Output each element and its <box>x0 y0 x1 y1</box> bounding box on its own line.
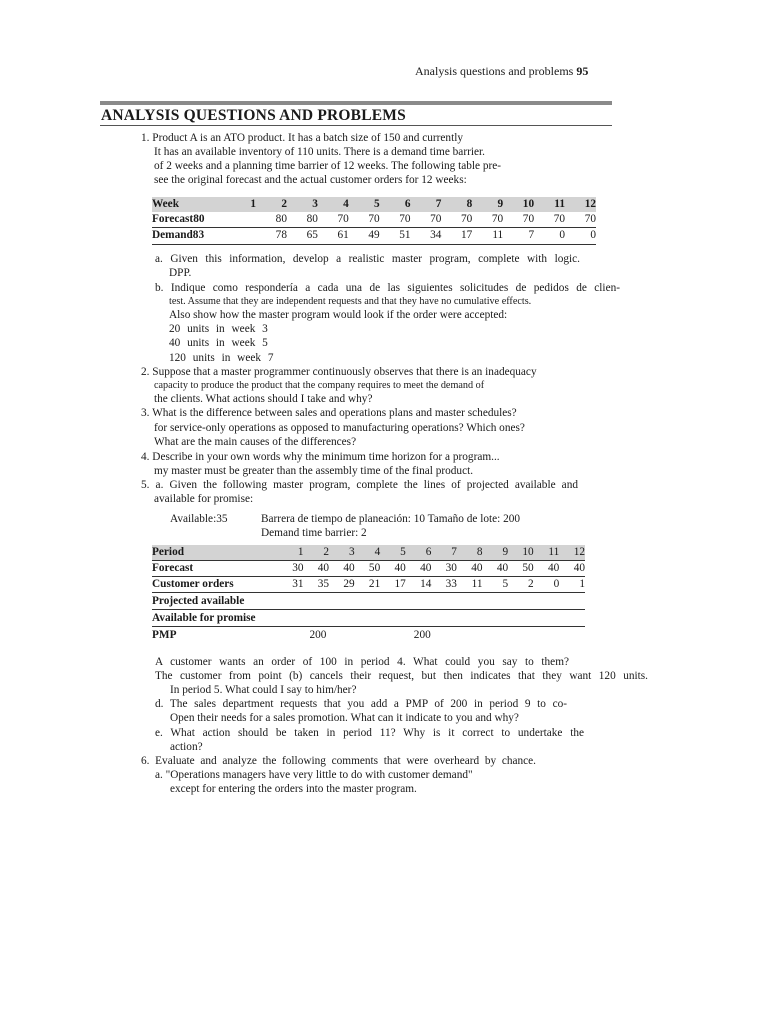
table-cell: 34 <box>430 229 442 241</box>
running-head <box>415 64 588 79</box>
q1-part-b-line-5: 40 units in week 5 <box>169 337 268 349</box>
q1-line-2: It has an available inventory of 110 units. There is a demand time barrier. <box>154 146 485 158</box>
table-cell: 65 <box>306 229 318 241</box>
table-cell <box>288 627 303 644</box>
table-cell <box>303 610 329 627</box>
table-cell <box>508 610 534 627</box>
table-cell <box>329 610 355 627</box>
table-cell: 40 <box>534 561 560 577</box>
table-cell <box>534 627 560 644</box>
table-cell: 50 <box>508 561 534 577</box>
row-label: Forecast80 <box>152 213 205 225</box>
table-cell <box>483 610 509 627</box>
table-cell <box>288 610 303 627</box>
q1-part-b-line-3: Also show how the master program would look if the order were accepted: <box>169 309 508 321</box>
table-row <box>152 561 585 577</box>
table-cell <box>431 593 457 610</box>
week-cell: 8 <box>466 198 473 210</box>
table-cell <box>329 593 355 610</box>
week-cell: 5 <box>373 198 380 210</box>
q1-part-a-line-2: DPP. <box>169 267 192 279</box>
table-cell: 40 <box>457 561 483 577</box>
page-number: 95 <box>576 64 589 78</box>
table-cell <box>380 593 406 610</box>
table-cell <box>355 610 381 627</box>
week-cell: 7 <box>435 198 442 210</box>
table-cell: 33 <box>431 577 457 593</box>
q6-line-3: except for entering the orders into the master program. <box>170 783 417 795</box>
q1-table-bottom-rule <box>152 244 596 245</box>
section-rule-top <box>100 101 612 105</box>
table-cell: 70 <box>491 213 504 225</box>
table-cell: 0 <box>590 229 596 241</box>
row-label: Available for promise <box>152 610 288 627</box>
table-cell: 51 <box>399 229 411 241</box>
table-cell <box>380 610 406 627</box>
table-cell: 17 <box>380 577 406 593</box>
table-row <box>152 593 585 610</box>
table-cell: 30 <box>431 561 457 577</box>
table-cell: 31 <box>288 577 303 593</box>
week-cell: 1 <box>250 198 257 210</box>
period-cell: 11 <box>548 546 560 558</box>
q1-line-3: of 2 weeks and a planning time barrier of 12 weeks. The following table pre- <box>154 160 502 172</box>
row-label: Forecast <box>152 561 288 577</box>
table-cell <box>380 627 406 644</box>
table-cell: 1 <box>559 577 585 593</box>
period-cell: 10 <box>522 546 534 558</box>
table-cell <box>559 593 585 610</box>
table-cell: 70 <box>337 213 349 225</box>
week-cell: 6 <box>404 198 411 210</box>
q5-barrier-line-2: Demand time barrier: 2 <box>261 527 367 539</box>
table-cell: 40 <box>303 561 329 577</box>
running-title: Analysis questions and problems <box>415 64 574 78</box>
q1-part-b-line-4: 20 units in week 3 <box>169 323 268 335</box>
week-cell: 12 <box>584 198 596 210</box>
q1-part-b-line-2: test. Assume that they are independent requests and that they have no cumulative effects. <box>169 296 532 307</box>
period-cell: 2 <box>323 546 330 558</box>
q1-part-a-line-1: a. Given this information, develop a realistic master program, complete with logic. <box>155 253 580 265</box>
q5-line-2: available for promise: <box>154 493 254 505</box>
table-cell: 200 <box>303 627 380 644</box>
q5-available: Available:35 <box>170 513 228 525</box>
table-cell: 78 <box>275 229 287 241</box>
table-cell <box>406 593 432 610</box>
week-cell: 10 <box>522 198 535 210</box>
table-cell <box>559 627 585 644</box>
table-cell <box>508 627 534 644</box>
period-cell: 1 <box>297 546 304 558</box>
table-cell: 50 <box>355 561 381 577</box>
table-cell: 49 <box>368 229 380 241</box>
table-cell <box>534 610 560 627</box>
table-cell: 14 <box>406 577 432 593</box>
period-cell: 8 <box>476 546 483 558</box>
table-cell <box>457 593 483 610</box>
table-cell: 0 <box>534 577 560 593</box>
period-cell: 6 <box>425 546 432 558</box>
table-row <box>152 212 596 228</box>
q1-line-1: 1. Product A is an ATO product. It has a batch size of 150 and currently <box>141 132 463 144</box>
table-cell <box>233 212 256 228</box>
q3-line-2: for service-only operations as opposed to manufacturing operations? Which ones? <box>154 422 525 434</box>
table-row <box>152 610 585 627</box>
table-cell: 0 <box>559 229 565 241</box>
table-cell: 70 <box>584 213 596 225</box>
q6-line-2: a. "Operations managers have very little to do with customer demand" <box>155 769 473 781</box>
table-cell: 80 <box>306 213 318 225</box>
row-label: PMP <box>152 627 288 644</box>
q5-part-line-5: Open their needs for a sales promotion. What can it indicate to you and why? <box>170 712 519 724</box>
table-cell <box>355 593 381 610</box>
table-header-row <box>152 545 585 561</box>
q4-line-1: 4. Describe in your own words why the minimum time horizon for a program... <box>141 451 500 463</box>
table-cell <box>457 610 483 627</box>
table-cell: 70 <box>430 213 442 225</box>
table-cell: 40 <box>483 561 509 577</box>
table-cell <box>303 593 329 610</box>
week-header: Week <box>152 198 179 210</box>
period-cell: 3 <box>348 546 355 558</box>
week-cell: 9 <box>497 198 504 210</box>
table-cell: 70 <box>522 213 535 225</box>
table-cell: 200 <box>406 627 483 644</box>
table-cell <box>233 228 256 244</box>
period-cell: 7 <box>451 546 457 558</box>
table-cell <box>288 593 303 610</box>
table-cell: 2 <box>508 577 534 593</box>
period-header: Period <box>152 546 184 558</box>
q2-line-3: the clients. What actions should I take and why? <box>154 393 373 405</box>
q5-part-line-1: A customer wants an order of 100 in period 4. What could you say to them? <box>155 656 569 668</box>
q5-part-line-3: In period 5. What could I say to him/her? <box>170 684 357 696</box>
q4-line-2: my master must be greater than the assembly time of the final product. <box>154 465 474 477</box>
table-header-row <box>152 197 596 212</box>
q3-line-1: 3. What is the difference between sales and operations plans and master schedules? <box>141 407 517 419</box>
q5-part-line-7: action? <box>170 741 203 753</box>
table-cell <box>431 610 457 627</box>
table-cell: 17 <box>461 229 473 241</box>
table-cell: 7 <box>528 229 535 241</box>
section-title: ANALYSIS QUESTIONS AND PROBLEMS <box>101 107 406 124</box>
row-label: Demand83 <box>152 229 205 241</box>
period-cell: 4 <box>374 546 381 558</box>
table-cell: 11 <box>457 577 483 593</box>
table-cell <box>406 610 432 627</box>
table-cell: 21 <box>355 577 381 593</box>
table-cell: 40 <box>559 561 585 577</box>
table-cell: 29 <box>329 577 355 593</box>
table-cell <box>483 627 509 644</box>
q1-line-4: see the original forecast and the actual customer orders for 12 weeks: <box>154 174 467 186</box>
q5-barrier-line-1: Barrera de tiempo de planeación: 10 Tamaño de lote: 200 <box>261 513 521 525</box>
q1-forecast-table <box>152 197 596 243</box>
period-cell: 5 <box>400 546 406 558</box>
q5-part-line-6: e. What action should be taken in period 11? Why is it correct to undertake the <box>155 727 584 739</box>
q5-part-line-4: d. The sales department requests that you add a PMP of 200 in period 9 to co- <box>155 698 567 710</box>
table-row <box>152 228 596 244</box>
q5-line-1: 5. a. Given the following master program, complete the lines of projected available and <box>141 479 578 491</box>
week-cell: 4 <box>343 198 349 210</box>
table-cell <box>508 593 534 610</box>
week-cell: 11 <box>554 198 565 210</box>
period-cell: 12 <box>573 546 585 558</box>
table-cell: 61 <box>337 229 349 241</box>
week-cell: 2 <box>281 198 287 210</box>
table-cell <box>483 593 509 610</box>
table-cell: 5 <box>483 577 509 593</box>
table-cell <box>559 610 585 627</box>
q1-part-b-line-1: b. Indique como respondería a cada una de las siguientes solicitudes de pedidos de clien- <box>155 282 620 294</box>
q2-line-1: 2. Suppose that a master programmer continuously observes that there is an inadequacy <box>141 366 537 378</box>
q2-line-2: capacity to produce the product that the company requires to meet the demand of <box>154 380 485 391</box>
q5-part-line-2: The customer from point (b) cancels their request, but then indicates that they want 120 units. <box>155 670 648 682</box>
row-label: Customer orders <box>152 577 288 593</box>
table-cell: 30 <box>288 561 303 577</box>
table-cell <box>534 593 560 610</box>
table-cell: 70 <box>399 213 411 225</box>
table-row <box>152 577 585 593</box>
table-row <box>152 627 585 644</box>
section-rule-bottom <box>100 125 612 126</box>
week-cell: 3 <box>312 198 318 210</box>
row-label: Projected available <box>152 593 288 610</box>
q5-master-program-table <box>152 545 585 643</box>
q1-part-b-line-6: 120 units in week 7 <box>169 352 274 364</box>
q3-line-3: What are the main causes of the differences? <box>154 436 357 448</box>
q6-line-1: 6. Evaluate and analyze the following comments that were overheard by chance. <box>141 755 536 767</box>
table-cell: 35 <box>303 577 329 593</box>
table-cell: 70 <box>461 213 473 225</box>
table-cell: 40 <box>380 561 406 577</box>
table-cell: 11 <box>492 229 504 241</box>
table-cell: 70 <box>368 213 380 225</box>
table-cell: 40 <box>329 561 355 577</box>
table-cell: 70 <box>553 213 565 225</box>
table-cell: 80 <box>275 213 287 225</box>
period-cell: 9 <box>502 546 509 558</box>
table-cell: 40 <box>406 561 432 577</box>
